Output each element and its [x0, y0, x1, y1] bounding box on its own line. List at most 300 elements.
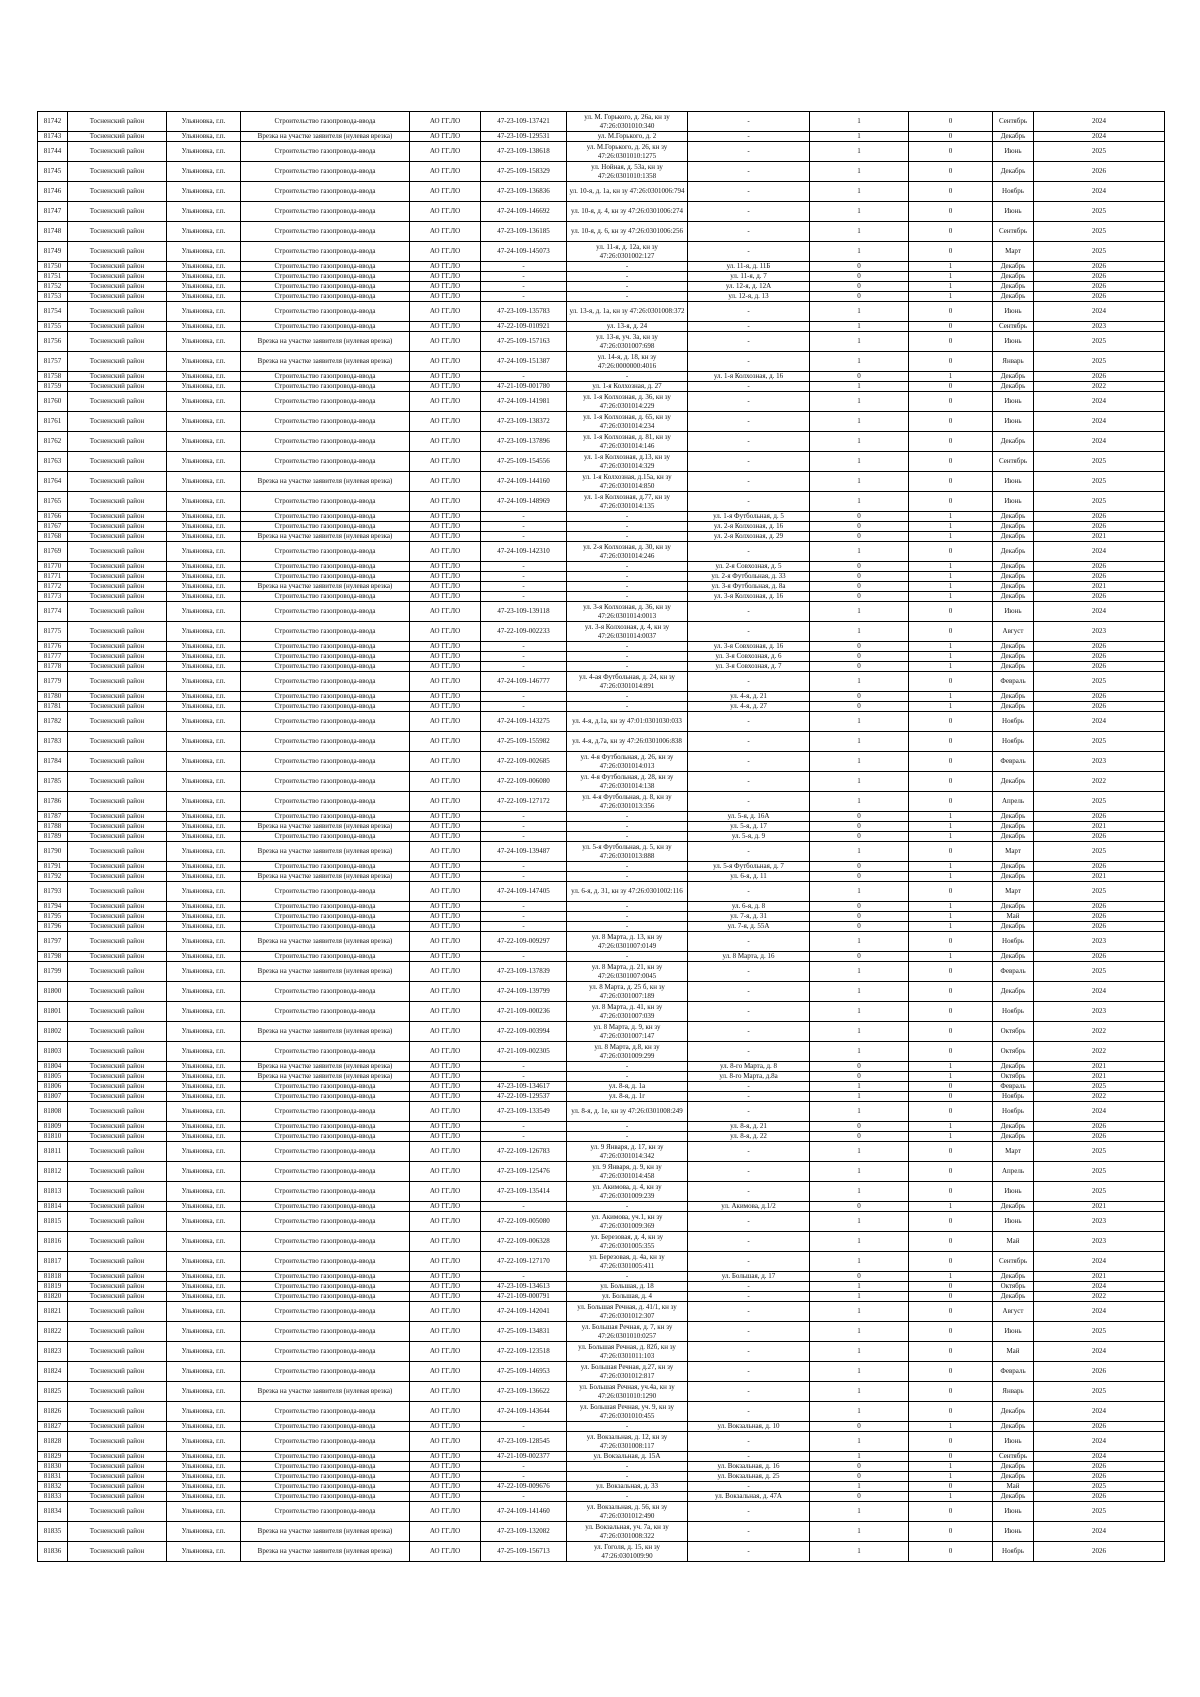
cell-count-a: 1 [810, 1092, 909, 1102]
cell-id: 81828 [38, 1432, 68, 1452]
cell-count-b: 0 [909, 1362, 993, 1382]
table-row [38, 1062, 1165, 1072]
cell-address-cadastral: ул. Большая, д. 18 [567, 1282, 688, 1292]
cell-month: Август [993, 1302, 1034, 1322]
cell-contract-number: - [481, 1122, 567, 1132]
cell-district: Тосненский район [68, 662, 167, 672]
cell-month: Июнь [993, 492, 1034, 512]
cell-count-b: 1 [909, 1422, 993, 1432]
cell-work-type: Врезка на участке заявителя (нулевая врезка) [241, 132, 410, 142]
cell-district: Тосненский район [68, 412, 167, 432]
cell-year: 2023 [1034, 1002, 1165, 1022]
cell-contract-number: - [481, 822, 567, 832]
cell-id: 81763 [38, 452, 68, 472]
cell-count-b: 0 [909, 1522, 993, 1542]
cell-district: Тосненский район [68, 392, 167, 412]
cell-district: Тосненский район [68, 792, 167, 812]
cell-address: - [688, 602, 810, 622]
table-row [38, 432, 1165, 452]
cell-year: 2025 [1034, 492, 1165, 512]
cell-count-a: 0 [810, 522, 909, 532]
cell-organization: АО ГГ.ЛО [410, 572, 481, 582]
cell-contract-number: - [481, 372, 567, 382]
cell-year: 2021 [1034, 1062, 1165, 1072]
cell-settlement: Ульяновка, г.п. [167, 382, 241, 392]
cell-address-cadastral: - [567, 912, 688, 922]
cell-organization: АО ГГ.ЛО [410, 622, 481, 642]
table-row [38, 262, 1165, 272]
cell-district: Тосненский район [68, 882, 167, 902]
cell-district: Тосненский район [68, 1252, 167, 1272]
cell-work-type: Строительство газопровода-ввода [241, 832, 410, 842]
cell-address-cadastral: ул. Большая Речная, д.27, кн зу 47:26:0301012:817 [567, 1362, 688, 1382]
cell-contract-number: 47-22-109-010921 [481, 322, 567, 332]
table-row [38, 322, 1165, 332]
cell-id: 81784 [38, 752, 68, 772]
cell-month: Июнь [993, 142, 1034, 162]
cell-id: 81777 [38, 652, 68, 662]
cell-work-type: Строительство газопровода-ввода [241, 1292, 410, 1302]
cell-work-type: Строительство газопровода-ввода [241, 1362, 410, 1382]
cell-address: - [688, 1182, 810, 1202]
cell-contract-number: 47-22-109-009297 [481, 932, 567, 952]
cell-address: - [688, 202, 810, 222]
cell-address: ул. 8 Марта, д. 16 [688, 952, 810, 962]
cell-district: Тосненский район [68, 912, 167, 922]
table-row [38, 662, 1165, 672]
cell-count-a: 1 [810, 322, 909, 332]
cell-address-cadastral: ул. 8 Марта, д.8, кн зу 47:26:0301009:299 [567, 1042, 688, 1062]
table-row [38, 862, 1165, 872]
cell-count-b: 0 [909, 542, 993, 562]
cell-address-cadastral: ул. 4-я, д.7а, кн зу 47:26:0301006:838 [567, 732, 688, 752]
cell-year: 2026 [1034, 272, 1165, 282]
cell-address-cadastral: ул. 13-я, уч. 3а, кн зу 47:26:0301007:698 [567, 332, 688, 352]
cell-contract-number: 47-22-109-003994 [481, 1022, 567, 1042]
cell-count-b: 1 [909, 1202, 993, 1212]
cell-address: ул. 5-я, д. 16А [688, 812, 810, 822]
table-row [38, 1082, 1165, 1092]
cell-work-type: Строительство газопровода-ввода [241, 602, 410, 622]
cell-address: - [688, 1362, 810, 1382]
cell-address-cadastral: - [567, 272, 688, 282]
cell-year: 2025 [1034, 1482, 1165, 1492]
cell-month: Декабрь [993, 292, 1034, 302]
cell-count-a: 0 [810, 832, 909, 842]
cell-contract-number: 47-25-109-158329 [481, 162, 567, 182]
cell-count-b: 0 [909, 242, 993, 262]
cell-count-b: 1 [909, 922, 993, 932]
cell-district: Тосненский район [68, 1482, 167, 1492]
cell-organization: АО ГГ.ЛО [410, 882, 481, 902]
cell-count-b: 1 [909, 832, 993, 842]
cell-contract-number: 47-22-109-006328 [481, 1232, 567, 1252]
cell-settlement: Ульяновка, г.п. [167, 112, 241, 132]
cell-count-a: 0 [810, 532, 909, 542]
cell-contract-number: 47-25-109-157163 [481, 332, 567, 352]
table-row [38, 352, 1165, 372]
cell-contract-number: 47-24-109-142041 [481, 1302, 567, 1322]
cell-count-b: 1 [909, 1492, 993, 1502]
cell-id: 81773 [38, 592, 68, 602]
cell-district: Тосненский район [68, 982, 167, 1002]
cell-address: - [688, 162, 810, 182]
table-row [38, 1282, 1165, 1292]
cell-id: 81830 [38, 1462, 68, 1472]
cell-address: ул. 1-я Колхозная, д. 16 [688, 372, 810, 382]
cell-address: - [688, 132, 810, 142]
cell-id: 81772 [38, 582, 68, 592]
cell-count-b: 0 [909, 1182, 993, 1202]
cell-work-type: Строительство газопровода-ввода [241, 242, 410, 262]
cell-year: 2026 [1034, 662, 1165, 672]
cell-organization: АО ГГ.ЛО [410, 1482, 481, 1492]
cell-organization: АО ГГ.ЛО [410, 832, 481, 842]
cell-district: Тосненский район [68, 292, 167, 302]
cell-settlement: Ульяновка, г.п. [167, 672, 241, 692]
cell-address: - [688, 142, 810, 162]
cell-contract-number: 47-25-109-155982 [481, 732, 567, 752]
cell-district: Тосненский район [68, 1162, 167, 1182]
table-row [38, 112, 1165, 132]
cell-district: Тосненский район [68, 262, 167, 272]
cell-organization: АО ГГ.ЛО [410, 1132, 481, 1142]
cell-month: Май [993, 1342, 1034, 1362]
table-row [38, 1272, 1165, 1282]
cell-work-type: Строительство газопровода-ввода [241, 162, 410, 182]
cell-settlement: Ульяновка, г.п. [167, 1042, 241, 1062]
cell-organization: АО ГГ.ЛО [410, 1162, 481, 1182]
cell-month: Январь [993, 1382, 1034, 1402]
cell-count-a: 1 [810, 1362, 909, 1382]
cell-work-type: Строительство газопровода-ввода [241, 732, 410, 752]
cell-id: 81786 [38, 792, 68, 812]
cell-work-type: Строительство газопровода-ввода [241, 112, 410, 132]
cell-work-type: Врезка на участке заявителя (нулевая врезка) [241, 352, 410, 372]
cell-district: Тосненский район [68, 1042, 167, 1062]
cell-year: 2025 [1034, 1142, 1165, 1162]
cell-address-cadastral: ул. Акимова, д. 4, кн зу 47:26:0301009:239 [567, 1182, 688, 1202]
cell-district: Тосненский район [68, 1002, 167, 1022]
table-row [38, 1292, 1165, 1302]
cell-count-b: 0 [909, 772, 993, 792]
cell-district: Тосненский район [68, 1182, 167, 1202]
cell-district: Тосненский район [68, 822, 167, 832]
cell-contract-number: - [481, 1272, 567, 1282]
cell-contract-number: 47-22-109-127170 [481, 1252, 567, 1272]
cell-contract-number: 47-24-109-147405 [481, 882, 567, 902]
cell-district: Тосненский район [68, 862, 167, 872]
table-row [38, 902, 1165, 912]
cell-id: 81792 [38, 872, 68, 882]
cell-year: 2026 [1034, 702, 1165, 712]
cell-work-type: Врезка на участке заявителя (нулевая врезка) [241, 1522, 410, 1542]
cell-contract-number: - [481, 592, 567, 602]
cell-settlement: Ульяновка, г.п. [167, 1002, 241, 1022]
cell-month: Июнь [993, 1432, 1034, 1452]
cell-district: Тосненский район [68, 1232, 167, 1252]
cell-address-cadastral: ул. 3-я Колхозная, д. 4, кн зу 47:26:0301014:0037 [567, 622, 688, 642]
cell-month: Декабрь [993, 702, 1034, 712]
cell-year: 2025 [1034, 882, 1165, 902]
cell-district: Тосненский район [68, 1432, 167, 1452]
cell-count-a: 1 [810, 1292, 909, 1302]
cell-month: Декабрь [993, 822, 1034, 832]
cell-organization: АО ГГ.ЛО [410, 1282, 481, 1292]
cell-count-a: 1 [810, 242, 909, 262]
cell-work-type: Строительство газопровода-ввода [241, 562, 410, 572]
cell-count-b: 1 [909, 272, 993, 282]
cell-id: 81747 [38, 202, 68, 222]
cell-organization: АО ГГ.ЛО [410, 1362, 481, 1382]
cell-district: Тосненский район [68, 562, 167, 572]
cell-organization: АО ГГ.ЛО [410, 242, 481, 262]
cell-settlement: Ульяновка, г.п. [167, 902, 241, 912]
cell-contract-number: - [481, 272, 567, 282]
cell-district: Тосненский район [68, 582, 167, 592]
cell-address-cadastral: ул. Большая Речная, д. 41/1, кн зу 47:26:0301012:307 [567, 1302, 688, 1322]
cell-contract-number: - [481, 812, 567, 822]
cell-count-a: 0 [810, 1422, 909, 1432]
cell-year: 2022 [1034, 1092, 1165, 1102]
cell-district: Тосненский район [68, 452, 167, 472]
cell-year: 2026 [1034, 1542, 1165, 1562]
cell-count-b: 0 [909, 142, 993, 162]
table-row [38, 622, 1165, 642]
cell-district: Тосненский район [68, 472, 167, 492]
cell-settlement: Ульяновка, г.п. [167, 282, 241, 292]
cell-count-b: 0 [909, 332, 993, 352]
cell-address: - [688, 1292, 810, 1302]
cell-contract-number: 47-24-109-145073 [481, 242, 567, 262]
cell-month: Декабрь [993, 1062, 1034, 1072]
cell-id: 81765 [38, 492, 68, 512]
cell-contract-number: - [481, 832, 567, 842]
cell-count-b: 0 [909, 1092, 993, 1102]
cell-address: ул. 12-я, д. 13 [688, 292, 810, 302]
cell-organization: АО ГГ.ЛО [410, 702, 481, 712]
cell-work-type: Строительство газопровода-ввода [241, 382, 410, 392]
cell-count-a: 1 [810, 392, 909, 412]
cell-year: 2026 [1034, 902, 1165, 912]
cell-work-type: Строительство газопровода-ввода [241, 1322, 410, 1342]
cell-work-type: Строительство газопровода-ввода [241, 1082, 410, 1092]
cell-settlement: Ульяновка, г.п. [167, 242, 241, 262]
cell-address: - [688, 672, 810, 692]
cell-address-cadastral: ул. 3-я Колхозная, д. 36, кн зу 47:26:0301014:0013 [567, 602, 688, 622]
cell-id: 81817 [38, 1252, 68, 1272]
cell-id: 81746 [38, 182, 68, 202]
table-row [38, 1212, 1165, 1232]
cell-address-cadastral: ул. Вокзальная, уч. 7а, кн зу 47:26:0301008:322 [567, 1522, 688, 1542]
cell-district: Тосненский район [68, 1502, 167, 1522]
cell-address-cadastral: - [567, 1272, 688, 1282]
cell-settlement: Ульяновка, г.п. [167, 602, 241, 622]
cell-address-cadastral: - [567, 282, 688, 292]
table-row [38, 732, 1165, 752]
cell-settlement: Ульяновка, г.п. [167, 1252, 241, 1272]
cell-year: 2026 [1034, 1132, 1165, 1142]
cell-id: 81797 [38, 932, 68, 952]
cell-contract-number: 47-21-109-000791 [481, 1292, 567, 1302]
cell-organization: АО ГГ.ЛО [410, 672, 481, 692]
cell-month: Сентябрь [993, 112, 1034, 132]
cell-count-b: 0 [909, 1212, 993, 1232]
cell-address: - [688, 622, 810, 642]
cell-organization: АО ГГ.ЛО [410, 982, 481, 1002]
cell-organization: АО ГГ.ЛО [410, 812, 481, 822]
cell-district: Тосненский район [68, 902, 167, 912]
cell-month: Ноябрь [993, 932, 1034, 952]
cell-district: Тосненский район [68, 1452, 167, 1462]
cell-address: ул. 7-я, д. 55А [688, 922, 810, 932]
cell-address: ул. 8-я, д. 22 [688, 1132, 810, 1142]
cell-month: Декабрь [993, 952, 1034, 962]
cell-year: 2023 [1034, 622, 1165, 642]
cell-month: Ноябрь [993, 1002, 1034, 1022]
cell-contract-number: - [481, 572, 567, 582]
cell-organization: АО ГГ.ЛО [410, 282, 481, 292]
table-row [38, 1342, 1165, 1362]
cell-organization: АО ГГ.ЛО [410, 222, 481, 242]
cell-year: 2026 [1034, 562, 1165, 572]
cell-month: Март [993, 882, 1034, 902]
cell-count-b: 0 [909, 672, 993, 692]
cell-district: Тосненский район [68, 542, 167, 562]
cell-organization: АО ГГ.ЛО [410, 202, 481, 222]
cell-organization: АО ГГ.ЛО [410, 922, 481, 932]
cell-work-type: Строительство газопровода-ввода [241, 142, 410, 162]
cell-address: ул. 3-я Совхозная, д. 6 [688, 652, 810, 662]
cell-month: Сентябрь [993, 322, 1034, 332]
cell-address: - [688, 772, 810, 792]
cell-count-a: 1 [810, 472, 909, 492]
cell-work-type: Строительство газопровода-ввода [241, 1502, 410, 1522]
cell-address: - [688, 1212, 810, 1232]
cell-address-cadastral: ул. Акимова, уч.1, кн зу 47:26:0301009:369 [567, 1212, 688, 1232]
cell-year: 2024 [1034, 1302, 1165, 1322]
cell-count-b: 0 [909, 112, 993, 132]
cell-district: Тосненский район [68, 522, 167, 532]
cell-count-b: 0 [909, 182, 993, 202]
cell-contract-number: - [481, 642, 567, 652]
cell-settlement: Ульяновка, г.п. [167, 1482, 241, 1492]
cell-address-cadastral: ул. 11-я, д. 12а, кн зу 47:26:0301002:127 [567, 242, 688, 262]
cell-year: 2025 [1034, 472, 1165, 492]
cell-id: 81814 [38, 1202, 68, 1212]
table-row [38, 562, 1165, 572]
cell-count-a: 0 [810, 1062, 909, 1072]
cell-settlement: Ульяновка, г.п. [167, 1382, 241, 1402]
cell-district: Тосненский район [68, 622, 167, 642]
cell-count-a: 0 [810, 292, 909, 302]
cell-count-a: 0 [810, 692, 909, 702]
cell-address-cadastral: - [567, 1202, 688, 1212]
cell-organization: АО ГГ.ЛО [410, 692, 481, 702]
cell-address-cadastral: ул. Большая, д. 4 [567, 1292, 688, 1302]
cell-contract-number: 47-23-109-137421 [481, 112, 567, 132]
cell-address-cadastral: ул. 6-я, д. 31, кн зу 47:26:0301002:116 [567, 882, 688, 902]
cell-address-cadastral: - [567, 512, 688, 522]
cell-id: 81743 [38, 132, 68, 142]
cell-contract-number: 47-25-109-146953 [481, 1362, 567, 1382]
cell-count-a: 0 [810, 572, 909, 582]
cell-contract-number: - [481, 562, 567, 572]
cell-count-b: 0 [909, 302, 993, 322]
cell-count-a: 1 [810, 982, 909, 1002]
table-row [38, 142, 1165, 162]
cell-count-b: 0 [909, 792, 993, 812]
cell-id: 81809 [38, 1122, 68, 1132]
cell-count-a: 0 [810, 902, 909, 912]
cell-contract-number: - [481, 1472, 567, 1482]
cell-month: Декабрь [993, 1292, 1034, 1302]
cell-month: Декабрь [993, 1202, 1034, 1212]
cell-work-type: Строительство газопровода-ввода [241, 792, 410, 812]
cell-address: ул. 6-я, д. 11 [688, 872, 810, 882]
cell-organization: АО ГГ.ЛО [410, 162, 481, 182]
cell-month: Декабрь [993, 652, 1034, 662]
table-row [38, 532, 1165, 542]
cell-year: 2021 [1034, 822, 1165, 832]
cell-address-cadastral: - [567, 592, 688, 602]
cell-district: Тосненский район [68, 1122, 167, 1132]
cell-month: Декабрь [993, 162, 1034, 182]
cell-contract-number: 47-23-109-134617 [481, 1082, 567, 1092]
cell-address: - [688, 732, 810, 752]
cell-id: 81801 [38, 1002, 68, 1022]
cell-id: 81825 [38, 1382, 68, 1402]
table-row [38, 1522, 1165, 1542]
cell-work-type: Строительство газопровода-ввода [241, 1252, 410, 1272]
cell-count-b: 1 [909, 262, 993, 272]
cell-count-b: 0 [909, 1452, 993, 1462]
cell-contract-number: 47-25-109-156713 [481, 1542, 567, 1562]
cell-address-cadastral: ул. Большая Речная, д. 7, кн зу 47:26:0301010:0257 [567, 1322, 688, 1342]
cell-district: Тосненский район [68, 1132, 167, 1142]
cell-address: - [688, 322, 810, 332]
cell-count-a: 1 [810, 772, 909, 792]
cell-count-b: 0 [909, 1542, 993, 1562]
cell-district: Тосненский район [68, 352, 167, 372]
cell-settlement: Ульяновка, г.п. [167, 472, 241, 492]
cell-count-a: 1 [810, 882, 909, 902]
table-row [38, 812, 1165, 822]
table-row [38, 1542, 1165, 1562]
cell-organization: АО ГГ.ЛО [410, 872, 481, 882]
cell-work-type: Врезка на участке заявителя (нулевая врезка) [241, 932, 410, 952]
cell-district: Тосненский район [68, 1062, 167, 1072]
cell-district: Тосненский район [68, 222, 167, 242]
cell-month: Июнь [993, 1502, 1034, 1522]
cell-work-type: Строительство газопровода-ввода [241, 522, 410, 532]
cell-address-cadastral: ул. 4-я Футбольная, д. 26, кн зу 47:26:0301014:013 [567, 752, 688, 772]
cell-organization: АО ГГ.ЛО [410, 1432, 481, 1452]
cell-id: 81836 [38, 1542, 68, 1562]
cell-district: Тосненский район [68, 1212, 167, 1232]
cell-month: Апрель [993, 1162, 1034, 1182]
cell-settlement: Ульяновка, г.п. [167, 1102, 241, 1122]
cell-work-type: Врезка на участке заявителя (нулевая врезка) [241, 1062, 410, 1072]
table-row [38, 452, 1165, 472]
cell-organization: АО ГГ.ЛО [410, 1182, 481, 1202]
table-row [38, 512, 1165, 522]
table-row [38, 1142, 1165, 1162]
cell-district: Тосненский район [68, 702, 167, 712]
cell-settlement: Ульяновка, г.п. [167, 1182, 241, 1202]
cell-address-cadastral: - [567, 562, 688, 572]
cell-count-b: 1 [909, 1072, 993, 1082]
